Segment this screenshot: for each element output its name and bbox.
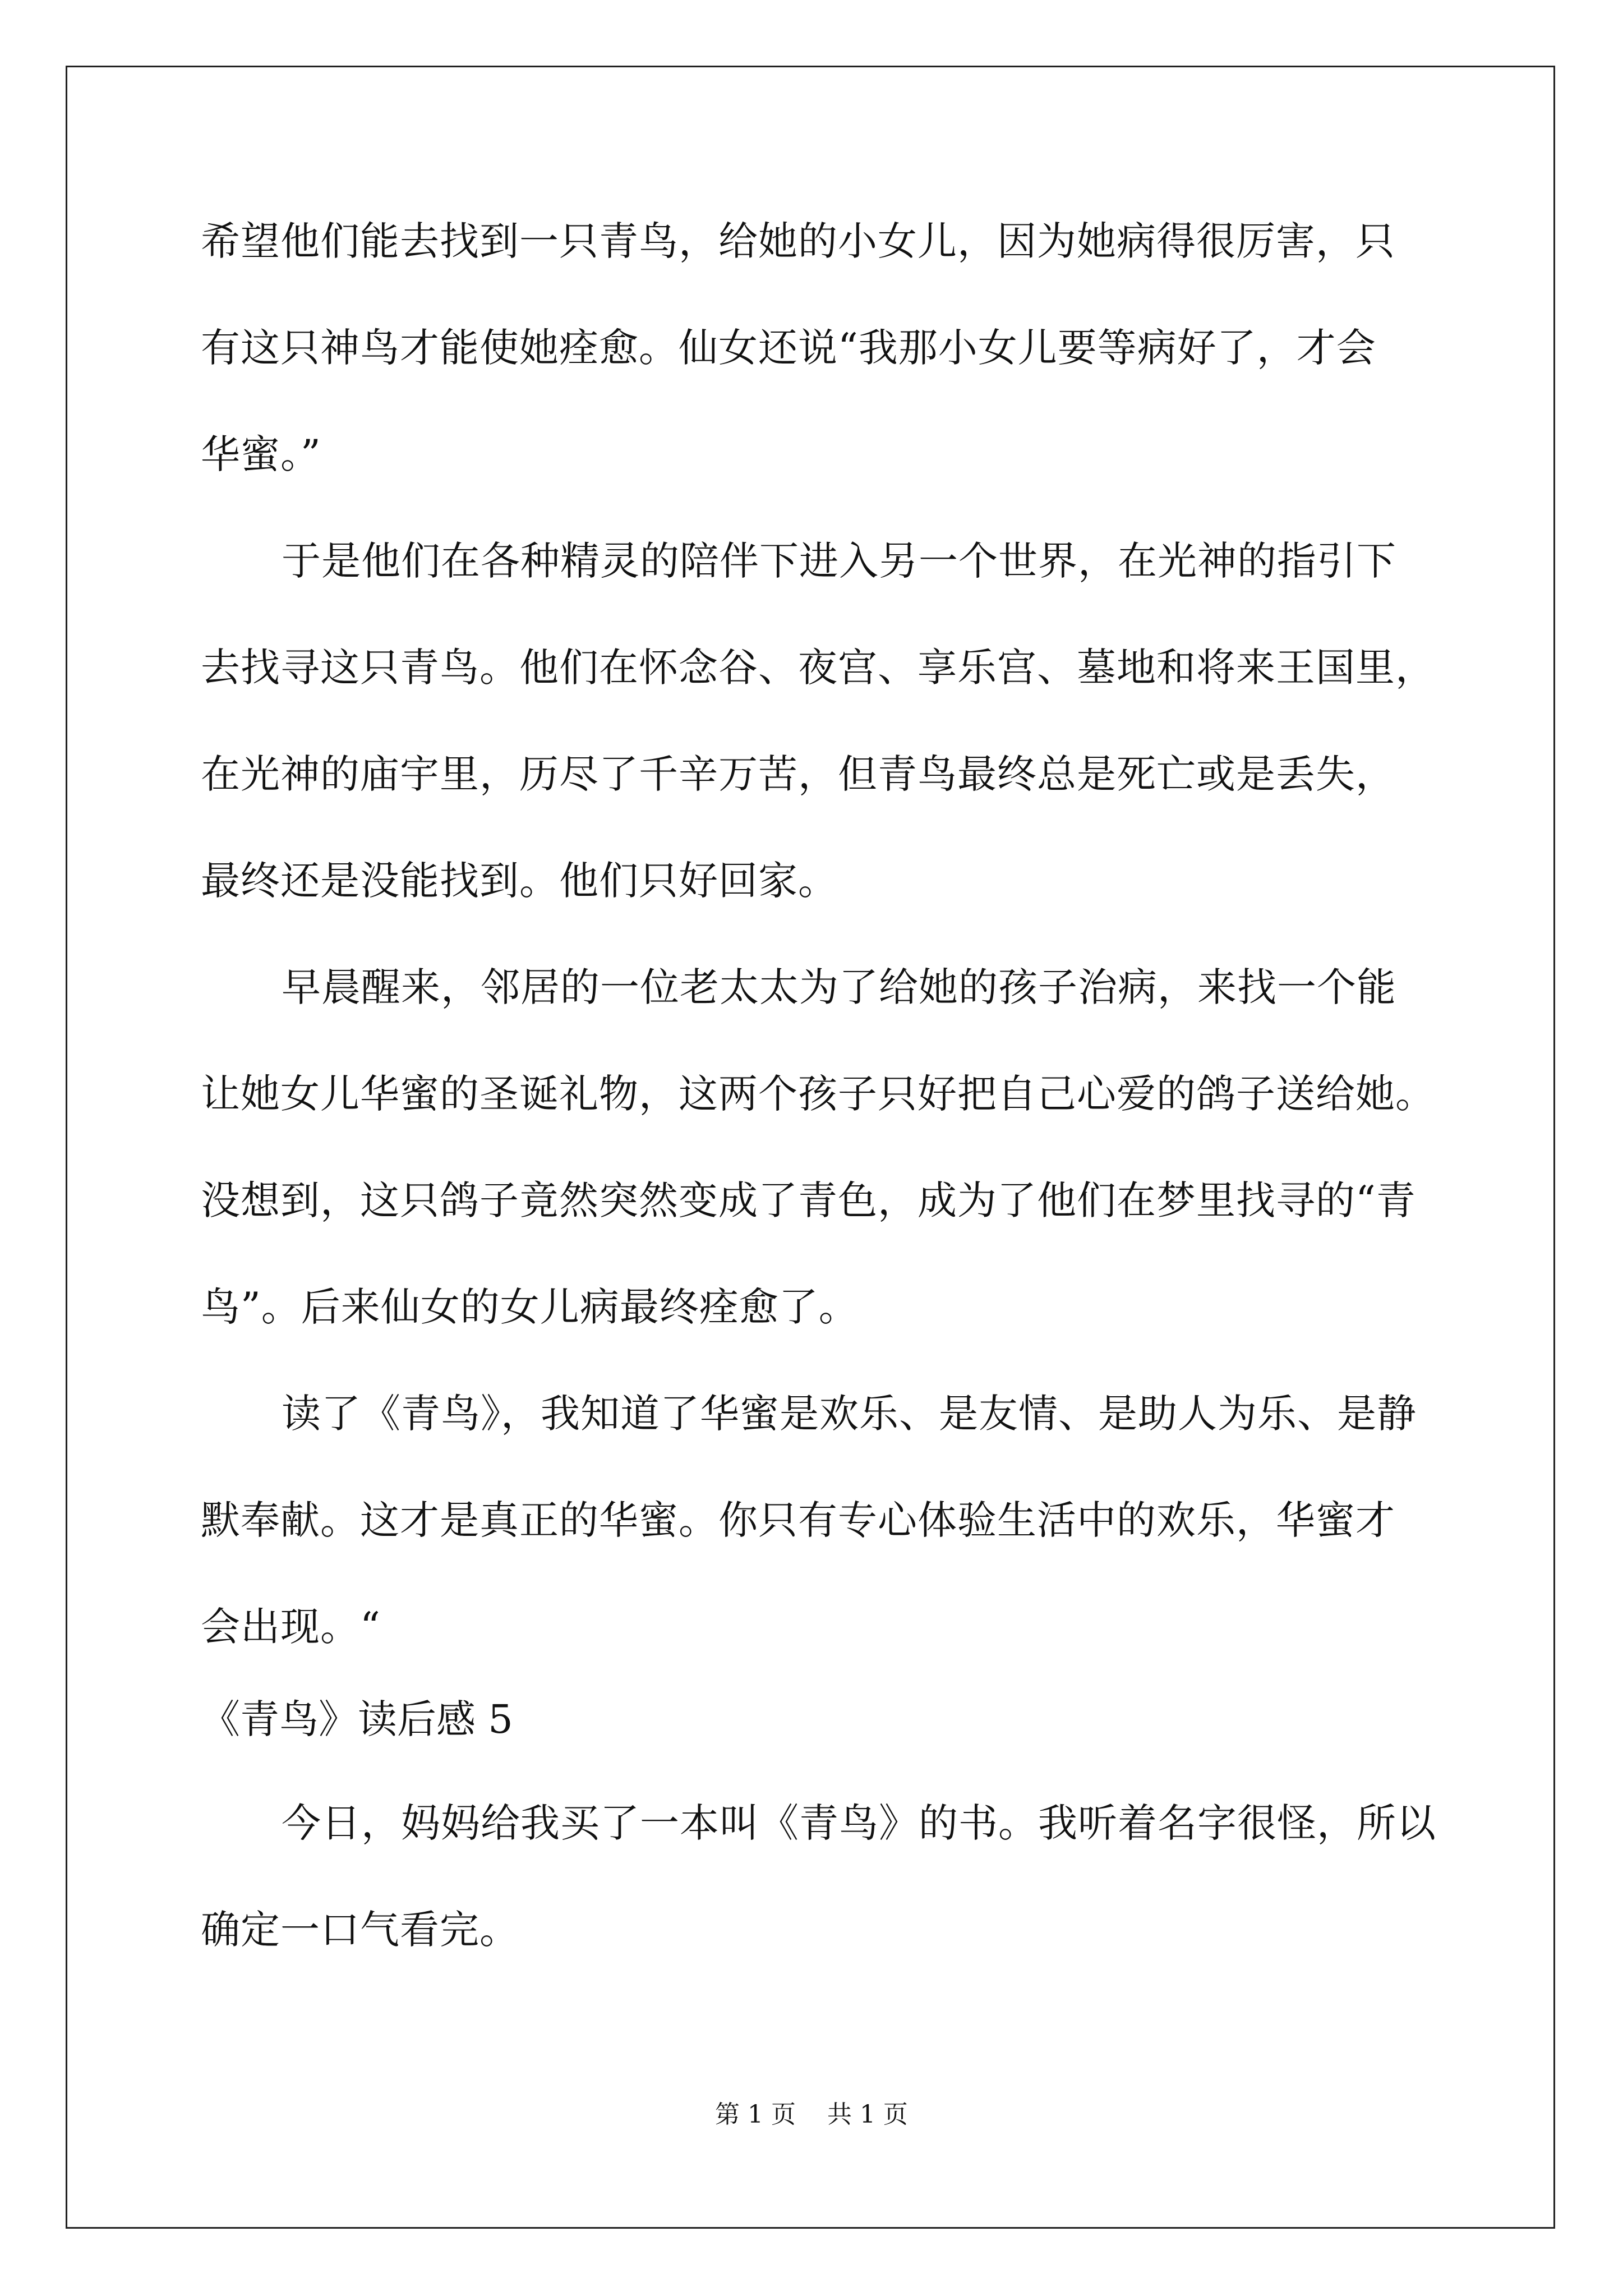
page-footer: 第 1 页 共 1 页 [715,2100,908,2129]
section-heading: 《青鸟》读后感 5 [201,1696,513,1742]
text-line: 去找寻这只青鸟。他们在怀念谷、夜宫、享乐宫、墓地和将来王国里， [201,645,1435,691]
text-line: 会出现。“ [201,1604,381,1650]
document-body [201,213,1435,1705]
text-line: 确定一口气看完。 [201,1907,519,1953]
text-line: 没想到，这只鸽子竟然突然变成了青色，成为了他们在梦里找寻的“青 [201,1177,1416,1223]
text-line: 默奉献。这才是真正的华蜜。你只有专心体验生活中的欢乐，华蜜才 [201,1497,1395,1543]
text-line: 鸟”。后来仙女的女儿病最终痊愈了。 [201,1284,859,1330]
text-line: 让她女儿华蜜的圣诞礼物，这两个孩子只好把自己心爱的鸽子送给她。 [201,1071,1435,1117]
text-line: 在光神的庙宇里，历尽了千辛万苦，但青鸟最终总是死亡或是丢失， [201,751,1395,797]
text-line: 有这只神鸟才能使她痊愈。仙女还说“我那小女儿要等病好了，才会 [201,325,1376,371]
text-line: 于是他们在各种精灵的陪伴下进入另一个世界，在光神的指引下 [282,538,1396,584]
document-body-continued [201,1795,1436,2008]
text-line: 希望他们能去找到一只青鸟，给她的小女儿，因为她病得很厉害，只 [201,218,1395,264]
text-line: 早晨醒来，邻居的一位老太太为了给她的孩子治病，来找一个能 [282,964,1396,1010]
text-line: 今日，妈妈给我买了一本叫《青鸟》的书。我听着名字很怪，所以 [282,1800,1436,1846]
text-line: 华蜜。” [201,431,321,477]
text-line: 最终还是没能找到。他们只好回家。 [201,858,838,904]
text-line: 读了《青鸟》，我知道了华蜜是欢乐、是友情、是助人为乐、是静 [282,1391,1417,1437]
